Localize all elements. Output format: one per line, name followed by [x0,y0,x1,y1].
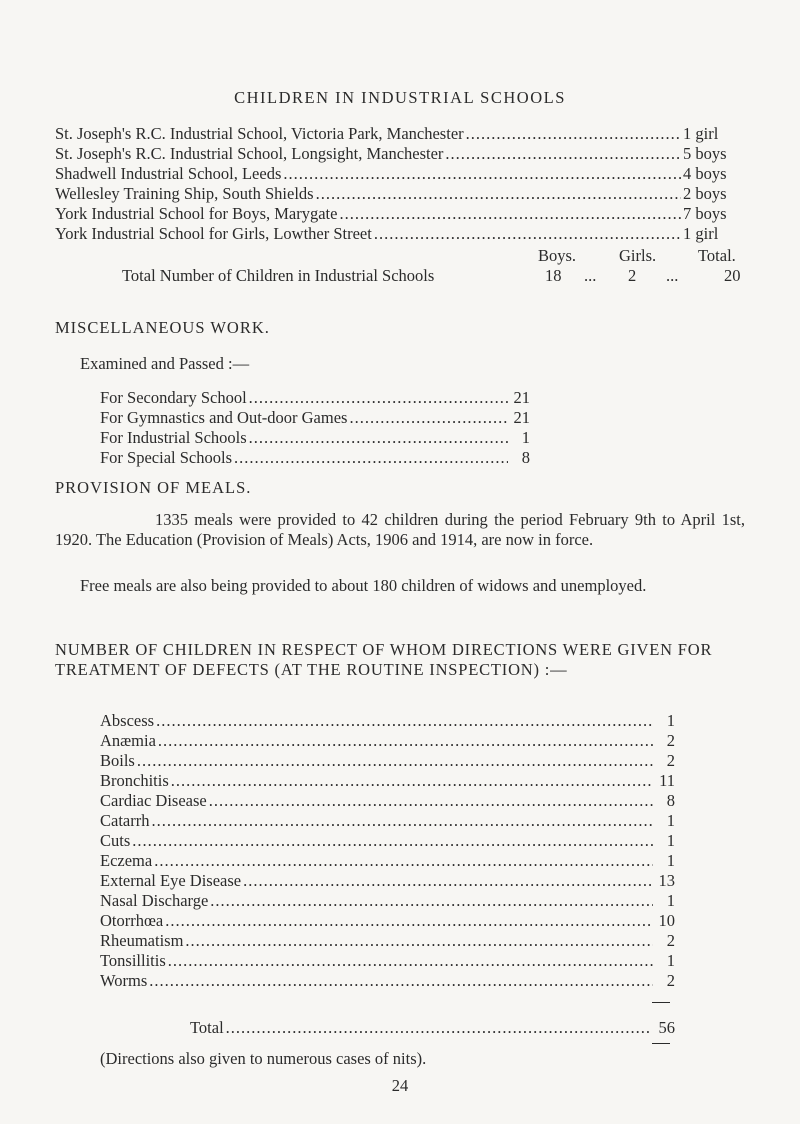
total-rule-top [652,1002,670,1003]
grand-total: 20 [724,266,741,285]
school-name: Shadwell Industrial School, Leeds [55,164,282,183]
list-item: For Industrial Schools ..... 1 [100,428,530,448]
school-name: York Industrial School for Girls, Lowther Street [55,224,372,243]
industrial-schools-totals: Boys. Girls. Total. Total Number of Children in Industrial Schools 18 ... 2 ... 20 [122,246,741,285]
list-item: For Secondary School ..... 21 [100,388,530,408]
defects-total-row [190,1018,675,1038]
misc-list [100,388,530,468]
list-item: Nasal Discharge ..... 1 [100,891,675,911]
list-item [55,204,745,224]
meals-heading: PROVISION OF MEALS. [55,478,252,497]
meals-paragraph: 1335 meals were provided to 42 children during the period February 9th to April 1st, 1920. The Education (Provision of Meals) Acts, 1906 and 1914, are now in force. [55,510,745,549]
list-item [55,184,745,204]
nits-note: (Directions also given to numerous cases of nits). [100,1049,427,1068]
list-item: Tonsillitis ..... 1 [100,951,675,971]
misc-subheading: Examined and Passed :— [80,354,250,373]
total-value: 56 [658,1018,675,1037]
defects-list [100,711,675,991]
girls-total: 2 [628,266,637,285]
school-count: 4 boys [683,164,727,183]
page-title: CHILDREN IN INDUSTRIAL SCHOOLS [234,88,566,107]
list-item: Worms ..... 2 [100,971,675,991]
school-name: St. Joseph's R.C. Industrial School, Victoria Park, Manchester [55,124,464,143]
boys-total: 18 [545,266,562,285]
page-number: 24 [391,1076,409,1095]
list-item: Anæmia ..... 2 [100,731,675,751]
school-count: 5 boys [683,144,727,163]
defects-heading: NUMBER OF CHILDREN IN RESPECT OF WHOM DIRECTIONS WERE GIVEN FOR TREATMENT OF DEFECTS (AT THE ROUTINE INSPECTION) :— [55,640,713,679]
boys-header: Boys. [538,246,577,265]
school-name: St. Joseph's R.C. Industrial School, Longsight, Manchester [55,144,444,163]
school-name: Wellesley Training Ship, South Shields [55,184,314,203]
list-item: Bronchitis ..... 11 [100,771,675,791]
list-item: Abscess ..... 1 [100,711,675,731]
list-item [55,124,745,144]
list-item [55,224,745,244]
free-meals-paragraph: Free meals are also being provided to about 180 children of widows and unemployed. [80,576,647,595]
list-item: Boils ..... 2 [100,751,675,771]
list-item [55,144,745,164]
list-item: For Special Schools ..... 8 [100,448,530,468]
list-item [55,164,745,184]
school-name: York Industrial School for Boys, Marygate [55,204,338,223]
list-item: Otorrhœa ..... 10 [100,911,675,931]
list-item: For Gymnastics and Out-door Games ..... 21 [100,408,530,428]
girls-header: Girls. [619,246,657,265]
school-count: 1 girl [683,124,719,143]
industrial-schools-list [55,124,745,244]
total-label: Total [190,1018,224,1037]
list-item: Rheumatism ..... 2 [100,931,675,951]
list-item: Cuts ..... 1 [100,831,675,851]
list-item: Cardiac Disease ..... 8 [100,791,675,811]
list-item: Catarrh ..... 1 [100,811,675,831]
school-count: 1 girl [683,224,719,243]
list-item: External Eye Disease ..... 13 [100,871,675,891]
total-rule-bottom [652,1043,670,1044]
total-header: Total. [698,246,736,265]
school-count: 7 boys [683,204,727,223]
school-count: 2 boys [683,184,727,203]
totals-row-label: Total Number of Children in Industrial Schools [122,266,435,285]
misc-heading: MISCELLANEOUS WORK. [55,318,270,337]
list-item: Eczema ..... 1 [100,851,675,871]
